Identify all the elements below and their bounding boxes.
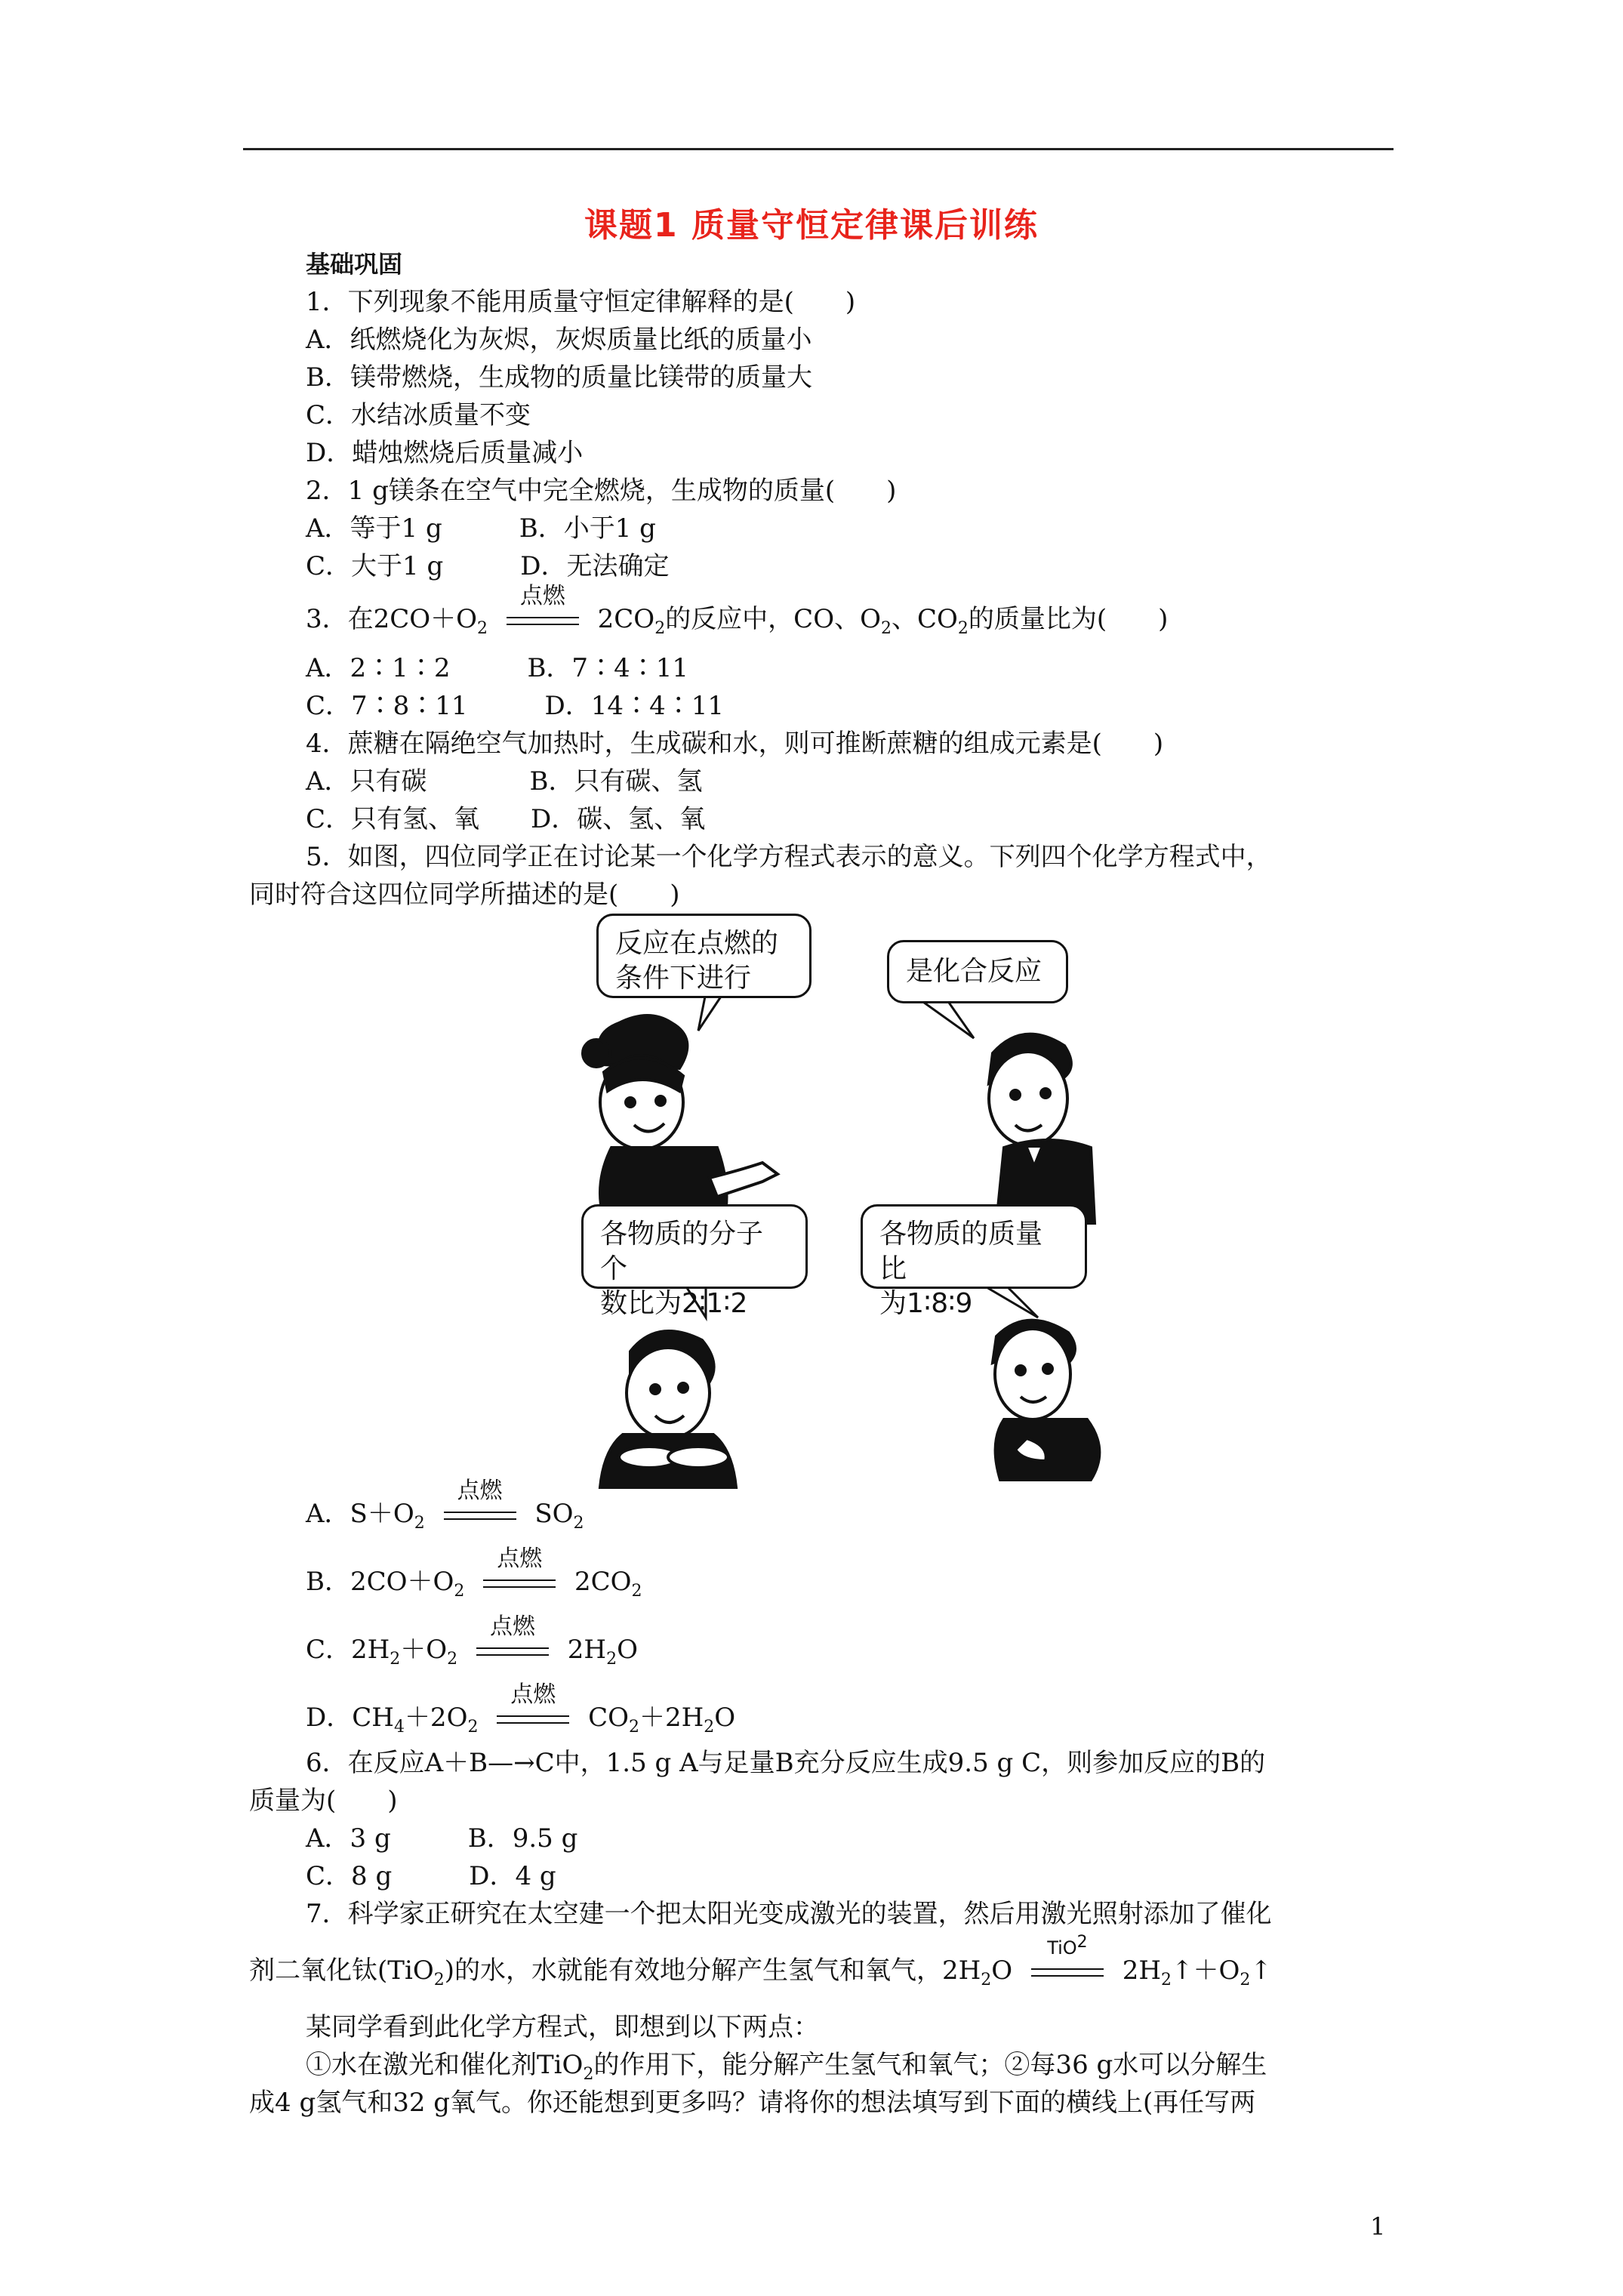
speech-bubble-1: 反应在点燃的 条件下进行 bbox=[596, 914, 812, 998]
q4-options-cd: C．只有氢、氧 D．碳、氢、氧 bbox=[306, 804, 706, 834]
q1-option-a: A．纸燃烧化为灰烬，灰烬质量比纸的质量小 bbox=[306, 325, 812, 355]
q2-stem: 2．1 g镁条在空气中完全燃烧，生成物的质量( ) bbox=[306, 476, 897, 506]
q5-stem-line2: 同时符合这四位同学所描述的是( ) bbox=[249, 880, 680, 910]
q7-stem-line2: 剂二氧化钛(TiO$_2$)的水，水就能有效地分解产生氢气和氧气，$2H_2O$ TiO$^2$ $2H_2↑+O_2↑$ bbox=[249, 1933, 1272, 1989]
q7-paragraph-1: 某同学看到此化学方程式，即想到以下两点： bbox=[306, 2012, 819, 2042]
q5-option-d: D．$CH_4+2O_2$ 点燃 $CO_2+2H_2O$ bbox=[306, 1681, 736, 1737]
q1-option-c: C．水结冰质量不变 bbox=[306, 400, 531, 430]
q7-catalyst-condition: TiO$^2$ bbox=[1031, 1955, 1104, 1986]
q6-options-ab: A．3 g B．9.5 g bbox=[306, 1823, 578, 1854]
page-title: 课题1 质量守恒定律课后训练 bbox=[584, 206, 1039, 245]
q6-stem-line2: 质量为( ) bbox=[249, 1786, 398, 1816]
q1-option-b: B．镁带燃烧，生成物的质量比镁带的质量大 bbox=[306, 362, 812, 393]
q7-paragraph-2: ①水在激光和催化剂TiO$_2$的作用下，能分解产生氢气和氧气；②每36 g水可以分解生 bbox=[306, 2050, 1267, 2084]
q1-option-d: D．蜡烛燃烧后质量减小 bbox=[306, 438, 584, 468]
section-heading: 基础巩固 bbox=[306, 250, 403, 279]
q1-stem: 1．下列现象不能用质量守恒定律解释的是( ) bbox=[306, 287, 856, 317]
q3-options-cd: C．7∶8∶11 D．14∶4∶11 bbox=[306, 691, 724, 721]
q3-condition: 点燃 bbox=[507, 604, 579, 634]
speech-bubble-2: 是化合反应 bbox=[887, 940, 1068, 1003]
q7-stem-line1: 7．科学家正研究在太空建一个把太阳光变成激光的装置，然后用激光照射添加了催化 bbox=[306, 1899, 1272, 1929]
page-number: 1 bbox=[1370, 2212, 1386, 2241]
speech-bubble-3: 各物质的分子个 数比为2∶1∶2 bbox=[581, 1204, 808, 1289]
q3-options-ab: A．2∶1∶2 B．7∶4∶11 bbox=[306, 653, 688, 683]
speech-bubble-4: 各物质的质量比 为1∶8∶9 bbox=[861, 1204, 1087, 1289]
q3-stem: 3．在$2CO+O_2$ 点燃 $2CO_2$的反应中，CO、$O_2$、$CO_2$的质量比为( ) bbox=[306, 583, 1169, 638]
q5-option-a: A．$S+O_2$ 点燃 $SO_2$ bbox=[306, 1478, 584, 1533]
boy-student-2 bbox=[600, 1331, 736, 1487]
q4-stem: 4．蔗糖在隔绝空气加热时，生成碳和水，则可推断蔗糖的组成元素是( ) bbox=[306, 729, 1164, 759]
q3-pre: 3．在2CO＋O bbox=[306, 604, 478, 634]
q5-option-b: B．$2CO+O_2$ 点燃 $2CO_2$ bbox=[306, 1546, 642, 1601]
q4-options-ab: A．只有碳 B．只有碳、氢 bbox=[306, 766, 703, 797]
boy-student-1 bbox=[989, 1034, 1095, 1223]
q5-option-c: C．$2H_2+O_2$ 点燃 $2H_2O$ bbox=[306, 1613, 638, 1669]
q6-options-cd: C．8 g D．4 g bbox=[306, 1861, 556, 1891]
q2-options-cd: C．大于1 g D．无法确定 bbox=[306, 551, 670, 581]
boy-student-3 bbox=[993, 1321, 1099, 1480]
q7-paragraph-3: 成4 g氢气和32 g氧气。你还能想到更多吗？请将你的想法填写到下面的横线上(再任写两 bbox=[249, 2088, 1256, 2118]
q2-options-ab: A．等于1 g B．小于1 g bbox=[306, 513, 656, 544]
q6-stem-line1: 6．在反应A＋B—→C中，1.5 g A与足量B充分反应生成9.5 g C，则参加反应的B的 bbox=[306, 1748, 1266, 1778]
q5-stem-line1: 5．如图，四位同学正在讨论某一个化学方程式表示的意义。下列四个化学方程式中， bbox=[306, 842, 1272, 872]
